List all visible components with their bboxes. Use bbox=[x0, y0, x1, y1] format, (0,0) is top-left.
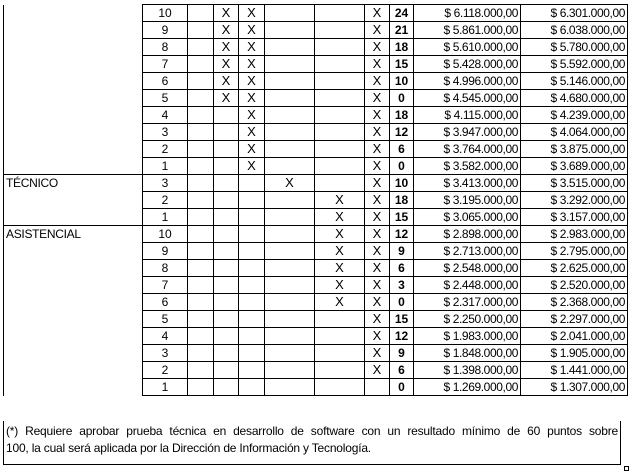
mark-cell bbox=[315, 141, 365, 158]
points-cell: 12 bbox=[390, 328, 414, 345]
points-cell: 12 bbox=[390, 124, 414, 141]
salary-value-cell: $ 2.713.000,00 bbox=[414, 243, 521, 260]
salary-value-cell: $ 2.297.000,00 bbox=[521, 311, 628, 328]
mark-cell bbox=[239, 311, 265, 328]
category-cell bbox=[4, 260, 143, 277]
mark-cell bbox=[214, 294, 239, 311]
mark-cell: X bbox=[315, 243, 365, 260]
mark-cell bbox=[188, 5, 214, 22]
mark-cell bbox=[265, 311, 315, 328]
mark-cell: X bbox=[365, 345, 390, 362]
mark-cell: X bbox=[239, 5, 265, 22]
mark-cell: X bbox=[239, 107, 265, 124]
grade-cell: 5 bbox=[143, 311, 188, 328]
salary-value-cell: $ 4.545.000,00 bbox=[414, 90, 521, 107]
salary-value-cell: $ 4.680.000,00 bbox=[521, 90, 628, 107]
table-row bbox=[4, 175, 628, 192]
salary-value-cell: $ 2.448.000,00 bbox=[414, 277, 521, 294]
mark-cell: X bbox=[365, 90, 390, 107]
category-cell bbox=[4, 294, 143, 311]
points-cell: 3 bbox=[390, 277, 414, 294]
salary-value-cell: $ 2.898.000,00 bbox=[414, 226, 521, 243]
points-cell: 0 bbox=[390, 90, 414, 107]
mark-cell: X bbox=[239, 56, 265, 73]
category-cell bbox=[4, 141, 143, 158]
mark-cell bbox=[188, 379, 214, 396]
mark-cell bbox=[265, 328, 315, 345]
mark-cell bbox=[188, 260, 214, 277]
mark-cell bbox=[265, 260, 315, 277]
salary-value-cell: $ 1.848.000,00 bbox=[414, 345, 521, 362]
points-cell: 15 bbox=[390, 209, 414, 226]
mark-cell: X bbox=[265, 175, 315, 192]
points-cell: 6 bbox=[390, 362, 414, 379]
salary-value-cell: $ 3.065.000,00 bbox=[414, 209, 521, 226]
mark-cell bbox=[315, 56, 365, 73]
mark-cell bbox=[239, 175, 265, 192]
salary-value-cell: $ 3.875.000,00 bbox=[521, 141, 628, 158]
grade-cell: 3 bbox=[143, 124, 188, 141]
grade-cell: 9 bbox=[143, 22, 188, 39]
points-cell: 12 bbox=[390, 226, 414, 243]
mark-cell bbox=[265, 192, 315, 209]
grade-cell: 6 bbox=[143, 73, 188, 90]
category-cell bbox=[4, 158, 143, 175]
mark-cell bbox=[315, 328, 365, 345]
salary-value-cell: $ 2.520.000,00 bbox=[521, 277, 628, 294]
mark-cell bbox=[214, 277, 239, 294]
salary-value-cell: $ 3.582.000,00 bbox=[414, 158, 521, 175]
mark-cell bbox=[239, 277, 265, 294]
mark-cell bbox=[214, 141, 239, 158]
mark-cell bbox=[214, 124, 239, 141]
grade-cell: 1 bbox=[143, 379, 188, 396]
mark-cell bbox=[188, 243, 214, 260]
salary-value-cell: $ 6.301.000,00 bbox=[521, 5, 628, 22]
salary-table bbox=[3, 4, 628, 396]
mark-cell bbox=[315, 345, 365, 362]
mark-cell: X bbox=[239, 22, 265, 39]
category-cell bbox=[4, 5, 143, 22]
category-cell bbox=[4, 107, 143, 124]
points-cell: 6 bbox=[390, 141, 414, 158]
salary-value-cell: $ 3.292.000,00 bbox=[521, 192, 628, 209]
mark-cell bbox=[265, 39, 315, 56]
category-cell bbox=[4, 39, 143, 56]
mark-cell bbox=[214, 311, 239, 328]
points-cell: 24 bbox=[390, 5, 414, 22]
mark-cell bbox=[265, 294, 315, 311]
salary-value-cell: $ 5.428.000,00 bbox=[414, 56, 521, 73]
mark-cell bbox=[188, 362, 214, 379]
salary-value-cell: $ 3.764.000,00 bbox=[414, 141, 521, 158]
mark-cell bbox=[265, 22, 315, 39]
table-row bbox=[4, 260, 628, 277]
mark-cell bbox=[315, 124, 365, 141]
grade-cell: 1 bbox=[143, 158, 188, 175]
mark-cell bbox=[265, 56, 315, 73]
mark-cell bbox=[188, 39, 214, 56]
mark-cell: X bbox=[214, 39, 239, 56]
mark-cell: X bbox=[365, 73, 390, 90]
grade-cell: 4 bbox=[143, 107, 188, 124]
grade-cell: 1 bbox=[143, 209, 188, 226]
mark-cell bbox=[188, 294, 214, 311]
mark-cell: X bbox=[239, 39, 265, 56]
grade-cell: 2 bbox=[143, 362, 188, 379]
mark-cell bbox=[315, 379, 365, 396]
mark-cell: X bbox=[315, 192, 365, 209]
grade-cell: 8 bbox=[143, 39, 188, 56]
mark-cell: X bbox=[365, 107, 390, 124]
salary-value-cell: $ 3.515.000,00 bbox=[521, 175, 628, 192]
mark-cell bbox=[239, 362, 265, 379]
mark-cell bbox=[315, 73, 365, 90]
mark-cell bbox=[188, 345, 214, 362]
grade-cell: 8 bbox=[143, 260, 188, 277]
mark-cell bbox=[188, 73, 214, 90]
mark-cell: X bbox=[365, 175, 390, 192]
mark-cell bbox=[315, 362, 365, 379]
points-cell: 0 bbox=[390, 379, 414, 396]
mark-cell: X bbox=[315, 277, 365, 294]
grade-cell: 5 bbox=[143, 90, 188, 107]
points-cell: 0 bbox=[390, 294, 414, 311]
salary-value-cell: $ 2.250.000,00 bbox=[414, 311, 521, 328]
mark-cell bbox=[239, 294, 265, 311]
category-cell bbox=[4, 22, 143, 39]
mark-cell bbox=[214, 192, 239, 209]
mark-cell bbox=[265, 124, 315, 141]
mark-cell bbox=[315, 5, 365, 22]
salary-value-cell: $ 1.398.000,00 bbox=[414, 362, 521, 379]
points-cell: 0 bbox=[390, 158, 414, 175]
salary-value-cell: $ 6.118.000,00 bbox=[414, 5, 521, 22]
salary-value-cell: $ 2.983.000,00 bbox=[521, 226, 628, 243]
points-cell: 18 bbox=[390, 39, 414, 56]
mark-cell bbox=[188, 22, 214, 39]
mark-cell bbox=[239, 328, 265, 345]
salary-value-cell: $ 2.625.000,00 bbox=[521, 260, 628, 277]
mark-cell bbox=[214, 260, 239, 277]
mark-cell bbox=[265, 5, 315, 22]
salary-value-cell: $ 3.413.000,00 bbox=[414, 175, 521, 192]
category-cell bbox=[4, 328, 143, 345]
mark-cell bbox=[188, 311, 214, 328]
resize-handle-icon bbox=[624, 466, 629, 471]
mark-cell bbox=[265, 209, 315, 226]
mark-cell bbox=[214, 158, 239, 175]
mark-cell bbox=[214, 379, 239, 396]
mark-cell: X bbox=[365, 39, 390, 56]
mark-cell: X bbox=[365, 209, 390, 226]
table-row bbox=[4, 345, 628, 362]
points-cell: 21 bbox=[390, 22, 414, 39]
table-row bbox=[4, 362, 628, 379]
category-cell bbox=[4, 192, 143, 209]
mark-cell bbox=[188, 175, 214, 192]
mark-cell bbox=[214, 175, 239, 192]
mark-cell bbox=[188, 107, 214, 124]
salary-value-cell: $ 2.368.000,00 bbox=[521, 294, 628, 311]
grade-cell: 10 bbox=[143, 5, 188, 22]
mark-cell bbox=[239, 192, 265, 209]
mark-cell bbox=[239, 260, 265, 277]
salary-value-cell: $ 5.861.000,00 bbox=[414, 22, 521, 39]
category-cell bbox=[4, 379, 143, 396]
mark-cell bbox=[315, 175, 365, 192]
category-cell: ASISTENCIAL bbox=[4, 226, 143, 243]
mark-cell bbox=[265, 345, 315, 362]
category-cell bbox=[4, 90, 143, 107]
mark-cell: X bbox=[365, 124, 390, 141]
category-cell bbox=[4, 56, 143, 73]
mark-cell bbox=[214, 243, 239, 260]
mark-cell bbox=[188, 90, 214, 107]
mark-cell: X bbox=[365, 277, 390, 294]
mark-cell: X bbox=[315, 209, 365, 226]
mark-cell bbox=[365, 379, 390, 396]
salary-value-cell: $ 1.269.000,00 bbox=[414, 379, 521, 396]
mark-cell: X bbox=[239, 124, 265, 141]
salary-value-cell: $ 3.947.000,00 bbox=[414, 124, 521, 141]
table-row bbox=[4, 107, 628, 124]
table-row bbox=[4, 90, 628, 107]
table-row bbox=[4, 294, 628, 311]
salary-value-cell: $ 5.610.000,00 bbox=[414, 39, 521, 56]
points-cell: 15 bbox=[390, 56, 414, 73]
mark-cell bbox=[214, 107, 239, 124]
mark-cell bbox=[265, 158, 315, 175]
mark-cell: X bbox=[365, 260, 390, 277]
mark-cell bbox=[239, 226, 265, 243]
table-row bbox=[4, 192, 628, 209]
mark-cell bbox=[265, 73, 315, 90]
mark-cell: X bbox=[239, 141, 265, 158]
mark-cell bbox=[239, 379, 265, 396]
salary-value-cell: $ 5.146.000,00 bbox=[521, 73, 628, 90]
footnote-line-1: (*) Requiere aprobar prueba técnica en desarrollo de software con un resultado mínimo de 60 puntos sobre bbox=[6, 424, 618, 438]
salary-value-cell: $ 4.064.000,00 bbox=[521, 124, 628, 141]
salary-value-cell: $ 1.307.000,00 bbox=[521, 379, 628, 396]
mark-cell: X bbox=[315, 226, 365, 243]
mark-cell bbox=[188, 226, 214, 243]
salary-value-cell: $ 4.996.000,00 bbox=[414, 73, 521, 90]
salary-value-cell: $ 6.038.000,00 bbox=[521, 22, 628, 39]
mark-cell bbox=[188, 124, 214, 141]
table-row bbox=[4, 22, 628, 39]
mark-cell: X bbox=[214, 73, 239, 90]
grade-cell: 3 bbox=[143, 345, 188, 362]
salary-value-cell: $ 1.905.000,00 bbox=[521, 345, 628, 362]
mark-cell bbox=[188, 56, 214, 73]
salary-value-cell: $ 4.115.000,00 bbox=[414, 107, 521, 124]
mark-cell bbox=[239, 345, 265, 362]
mark-cell bbox=[188, 141, 214, 158]
mark-cell: X bbox=[214, 90, 239, 107]
table-row bbox=[4, 311, 628, 328]
salary-value-cell: $ 2.548.000,00 bbox=[414, 260, 521, 277]
points-cell: 6 bbox=[390, 260, 414, 277]
mark-cell bbox=[214, 362, 239, 379]
salary-value-cell: $ 4.239.000,00 bbox=[521, 107, 628, 124]
mark-cell: X bbox=[365, 362, 390, 379]
mark-cell bbox=[188, 209, 214, 226]
mark-cell: X bbox=[214, 56, 239, 73]
mark-cell: X bbox=[365, 22, 390, 39]
grade-cell: 10 bbox=[143, 226, 188, 243]
mark-cell bbox=[239, 209, 265, 226]
mark-cell bbox=[214, 345, 239, 362]
mark-cell bbox=[188, 158, 214, 175]
table-row bbox=[4, 56, 628, 73]
category-cell bbox=[4, 362, 143, 379]
points-cell: 18 bbox=[390, 192, 414, 209]
table-row bbox=[4, 328, 628, 345]
salary-value-cell: $ 1.983.000,00 bbox=[414, 328, 521, 345]
grade-cell: 4 bbox=[143, 328, 188, 345]
grade-cell: 2 bbox=[143, 141, 188, 158]
table-row bbox=[4, 243, 628, 260]
mark-cell bbox=[315, 22, 365, 39]
mark-cell bbox=[265, 379, 315, 396]
category-cell bbox=[4, 73, 143, 90]
table-row bbox=[4, 379, 628, 396]
table-row bbox=[4, 39, 628, 56]
mark-cell: X bbox=[365, 192, 390, 209]
grade-cell: 7 bbox=[143, 56, 188, 73]
mark-cell bbox=[265, 226, 315, 243]
salary-value-cell: $ 3.689.000,00 bbox=[521, 158, 628, 175]
mark-cell bbox=[214, 328, 239, 345]
salary-value-cell: $ 2.795.000,00 bbox=[521, 243, 628, 260]
mark-cell bbox=[214, 226, 239, 243]
mark-cell bbox=[239, 243, 265, 260]
salary-value-cell: $ 3.157.000,00 bbox=[521, 209, 628, 226]
points-cell: 10 bbox=[390, 73, 414, 90]
mark-cell bbox=[315, 158, 365, 175]
table-row bbox=[4, 73, 628, 90]
footnote-line-2: 100, la cual será aplicada por la Dirección de Información y Tecnología. bbox=[6, 441, 371, 455]
mark-cell: X bbox=[239, 73, 265, 90]
mark-cell: X bbox=[239, 90, 265, 107]
mark-cell bbox=[214, 209, 239, 226]
table-row bbox=[4, 226, 628, 243]
table-row bbox=[4, 158, 628, 175]
grade-cell: 6 bbox=[143, 294, 188, 311]
mark-cell: X bbox=[365, 141, 390, 158]
mark-cell: X bbox=[365, 294, 390, 311]
mark-cell: X bbox=[214, 22, 239, 39]
salary-table-body bbox=[4, 5, 628, 396]
mark-cell bbox=[188, 277, 214, 294]
mark-cell: X bbox=[315, 294, 365, 311]
mark-cell bbox=[315, 107, 365, 124]
table-row bbox=[4, 5, 628, 22]
mark-cell: X bbox=[214, 5, 239, 22]
category-cell bbox=[4, 124, 143, 141]
mark-cell: X bbox=[365, 311, 390, 328]
mark-cell bbox=[265, 141, 315, 158]
mark-cell bbox=[188, 328, 214, 345]
grade-cell: 3 bbox=[143, 175, 188, 192]
salary-value-cell: $ 5.780.000,00 bbox=[521, 39, 628, 56]
category-cell bbox=[4, 277, 143, 294]
category-cell bbox=[4, 345, 143, 362]
salary-value-cell: $ 2.041.000,00 bbox=[521, 328, 628, 345]
mark-cell bbox=[315, 39, 365, 56]
mark-cell: X bbox=[365, 158, 390, 175]
salary-value-cell: $ 5.592.000,00 bbox=[521, 56, 628, 73]
mark-cell: X bbox=[365, 226, 390, 243]
mark-cell bbox=[265, 362, 315, 379]
points-cell: 15 bbox=[390, 311, 414, 328]
points-cell: 9 bbox=[390, 345, 414, 362]
mark-cell: X bbox=[239, 158, 265, 175]
mark-cell bbox=[315, 90, 365, 107]
category-cell bbox=[4, 209, 143, 226]
salary-value-cell: $ 1.441.000,00 bbox=[521, 362, 628, 379]
category-cell bbox=[4, 311, 143, 328]
mark-cell bbox=[315, 311, 365, 328]
grade-cell: 7 bbox=[143, 277, 188, 294]
mark-cell: X bbox=[365, 5, 390, 22]
points-cell: 9 bbox=[390, 243, 414, 260]
mark-cell: X bbox=[315, 260, 365, 277]
mark-cell bbox=[265, 107, 315, 124]
grade-cell: 9 bbox=[143, 243, 188, 260]
mark-cell: X bbox=[365, 243, 390, 260]
category-cell bbox=[4, 243, 143, 260]
points-cell: 10 bbox=[390, 175, 414, 192]
table-row bbox=[4, 209, 628, 226]
category-cell: TÉCNICO bbox=[4, 175, 143, 192]
mark-cell: X bbox=[365, 328, 390, 345]
mark-cell bbox=[265, 90, 315, 107]
mark-cell bbox=[265, 277, 315, 294]
salary-value-cell: $ 2.317.000,00 bbox=[414, 294, 521, 311]
mark-cell bbox=[188, 192, 214, 209]
table-row bbox=[4, 124, 628, 141]
mark-cell bbox=[265, 243, 315, 260]
table-row bbox=[4, 277, 628, 294]
table-row bbox=[4, 141, 628, 158]
grade-cell: 2 bbox=[143, 192, 188, 209]
footnote bbox=[3, 421, 621, 465]
salary-value-cell: $ 3.195.000,00 bbox=[414, 192, 521, 209]
mark-cell: X bbox=[365, 56, 390, 73]
salary-table-container bbox=[3, 4, 627, 396]
points-cell: 18 bbox=[390, 107, 414, 124]
